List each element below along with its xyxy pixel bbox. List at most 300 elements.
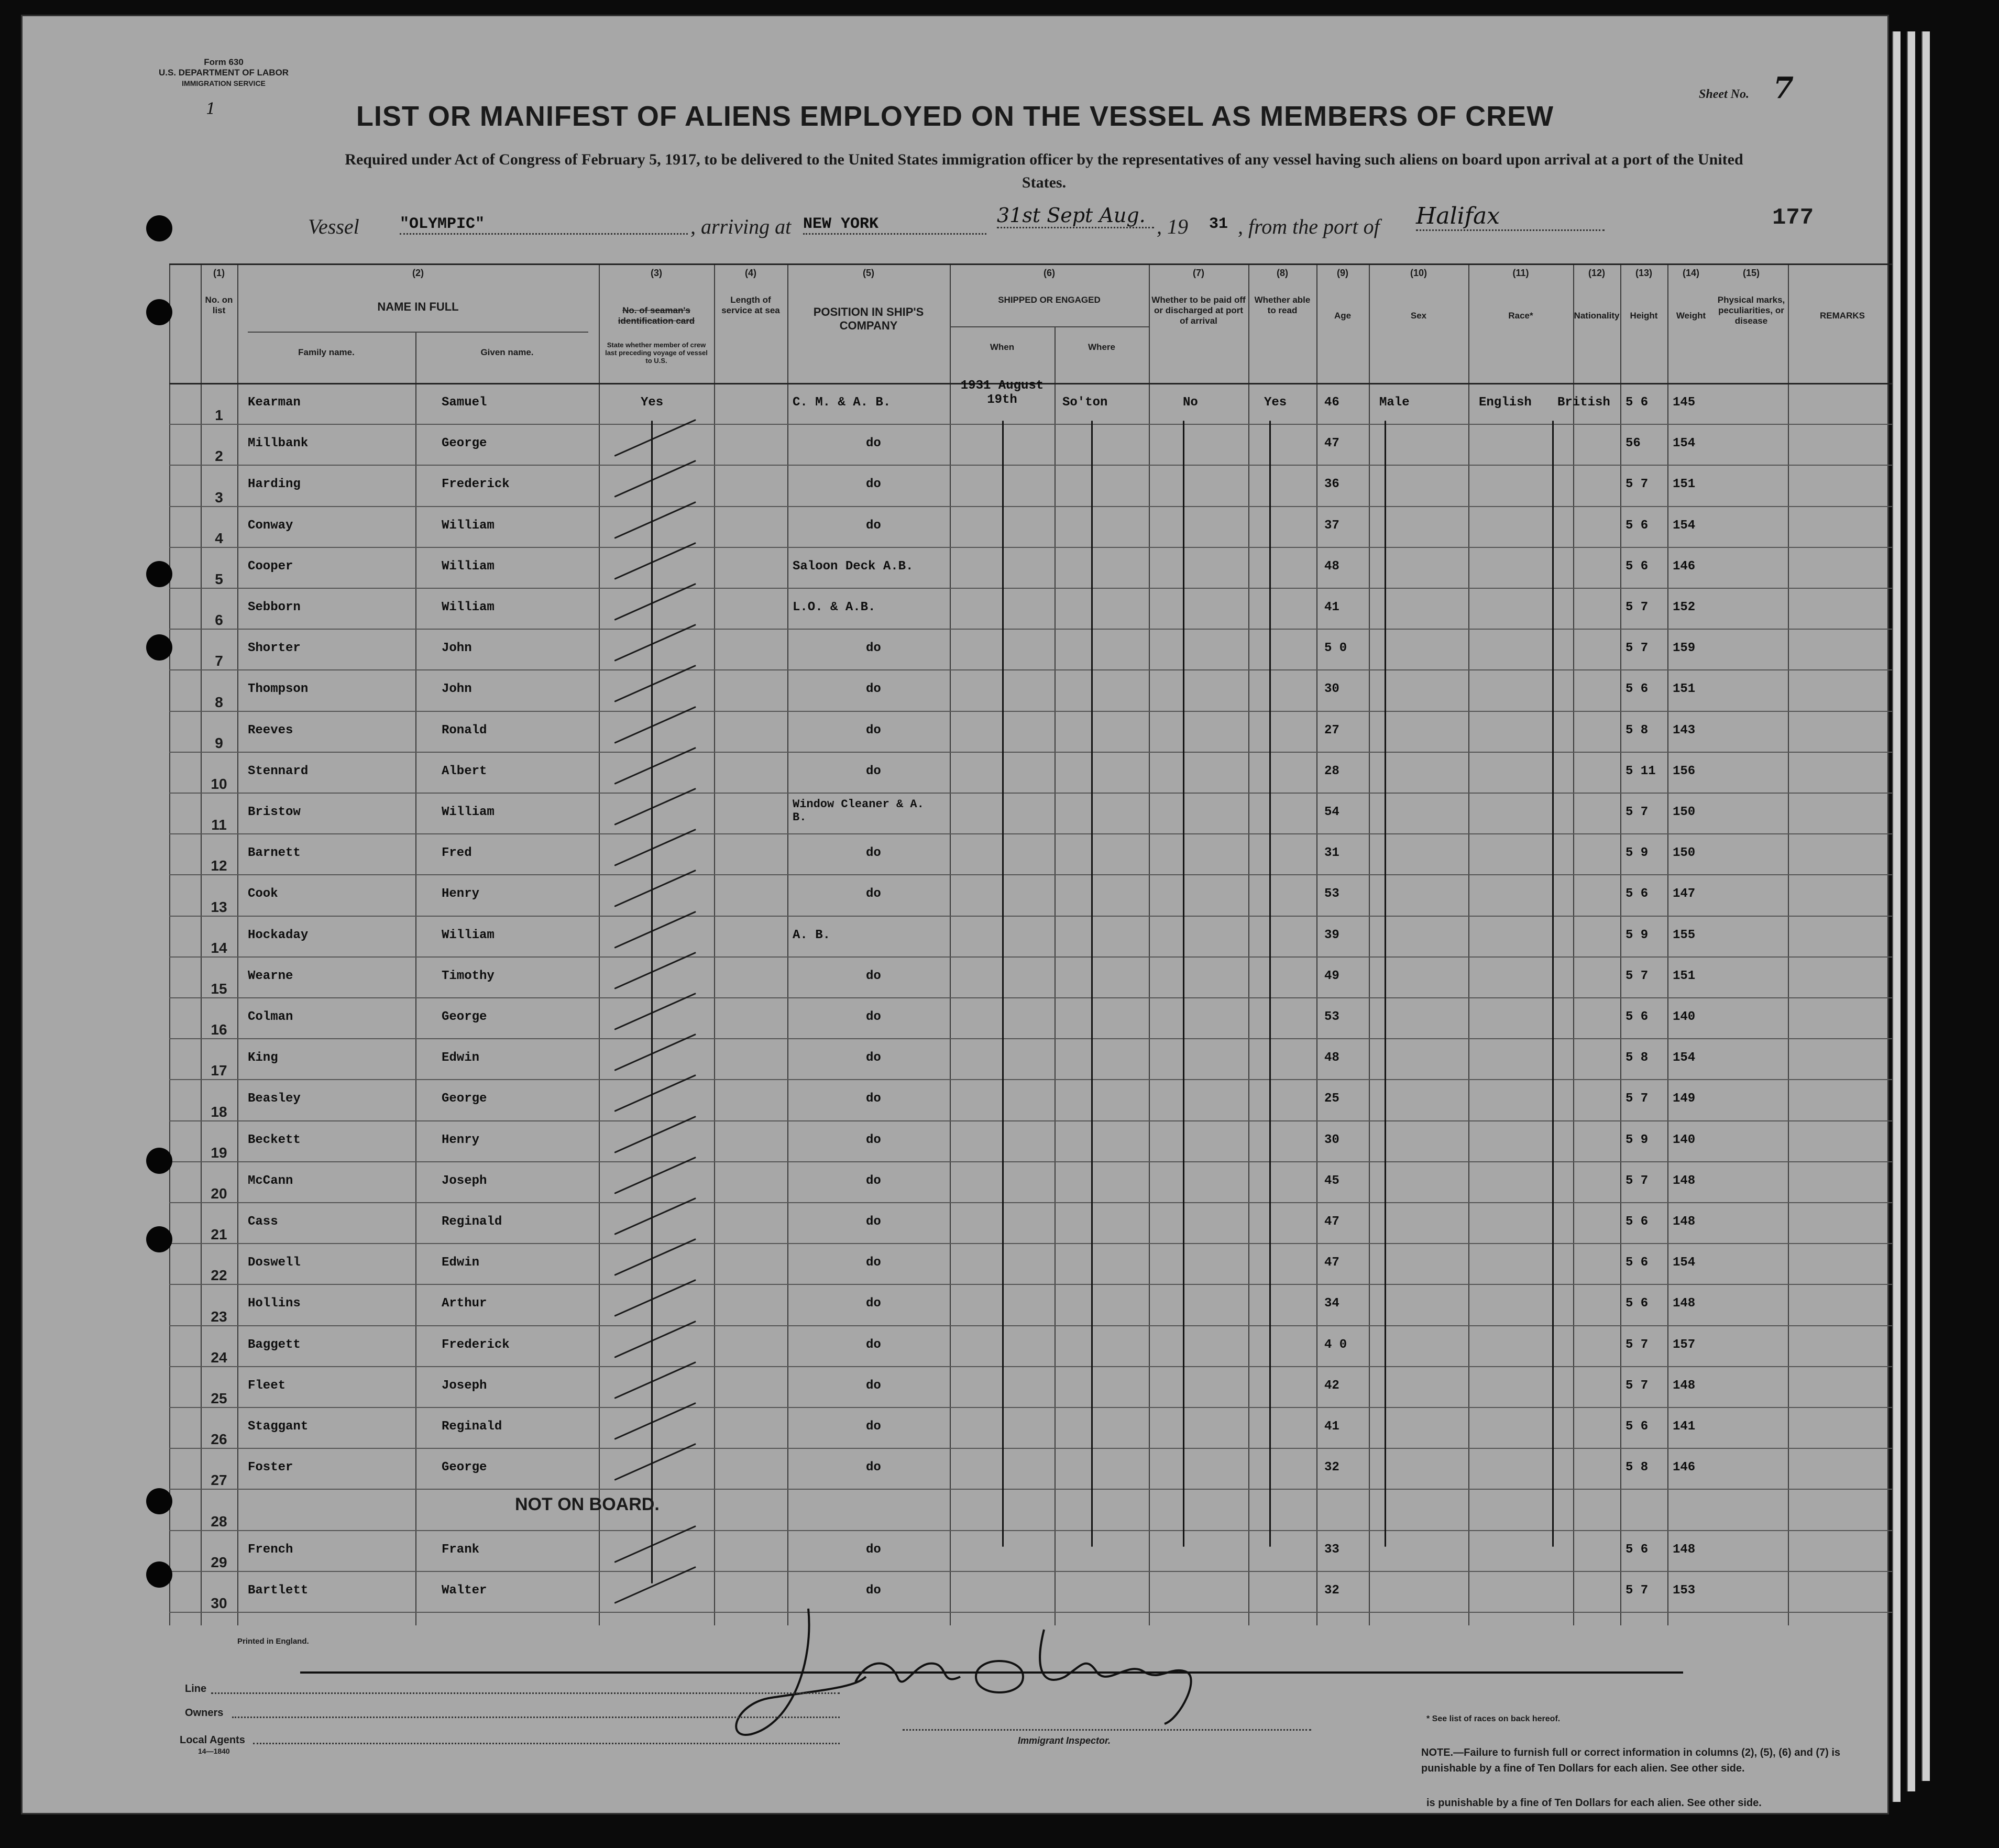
cell-height: 5 6 [1625, 1215, 1649, 1229]
cell-age: 53 [1324, 887, 1339, 901]
cell-weight: 153 [1673, 1583, 1696, 1598]
ditto-line [1385, 421, 1386, 1547]
cell-height: 5 7 [1625, 1173, 1649, 1188]
row-rule [169, 752, 1898, 753]
cell-family-name: Bartlett [248, 1583, 309, 1598]
cell-position: do [866, 436, 881, 451]
inspector-signature [730, 1598, 1254, 1755]
cell-height: 5 6 [1625, 682, 1649, 697]
cell-family-name: Stennard [248, 764, 309, 778]
cell-age: 31 [1324, 846, 1339, 861]
row-number: 26 [211, 1431, 227, 1448]
underlying-page-edge [1921, 31, 1930, 1781]
row-number: 30 [211, 1595, 227, 1611]
cell-family-name: Hockaday [248, 928, 309, 942]
sheet-number-label: Sheet No. [1699, 87, 1749, 101]
punch-hole [146, 634, 172, 661]
cell-given-name: Henry [442, 1132, 480, 1147]
corner-mark: 1 [206, 100, 216, 118]
row-number: 22 [211, 1267, 227, 1284]
cell-family-name: Cass [248, 1215, 278, 1229]
row-rule [169, 1571, 1898, 1572]
cell-weight: 154 [1673, 436, 1696, 451]
underlying-page-edge [1907, 31, 1915, 1791]
cell-age: 41 [1324, 600, 1339, 614]
cell-age: 33 [1324, 1542, 1339, 1557]
cell-given-name: William [442, 518, 495, 533]
rule [1316, 263, 1317, 1625]
cell-age: 27 [1324, 723, 1339, 738]
row-number: 6 [215, 612, 223, 629]
cell-height: 5 7 [1625, 1337, 1649, 1352]
cell-family-name: Foster [248, 1460, 293, 1475]
punch-hole [146, 561, 172, 587]
owners-field[interactable] [232, 1717, 840, 1718]
local-agents-field[interactable] [253, 1743, 840, 1744]
row-rule [169, 1038, 1898, 1039]
cell-age: 5 0 [1324, 641, 1347, 656]
row-number: 16 [211, 1021, 227, 1038]
cell-age: 32 [1324, 1583, 1339, 1598]
row-number: 9 [215, 734, 223, 751]
row-number: 12 [211, 857, 227, 874]
row-number: 28 [211, 1513, 227, 1530]
cell-given-name: Samuel [442, 395, 487, 410]
not-on-board-stamp: NOT ON BOARD. [515, 1494, 660, 1514]
cell-family-name: Fleet [248, 1378, 286, 1393]
cell-shipped-when: 1931 August 19th [960, 379, 1044, 407]
row-number: 13 [211, 898, 227, 915]
cell-given-name: Edwin [442, 1051, 480, 1065]
cell-family-name: Sebborn [248, 600, 301, 614]
rule [1149, 263, 1150, 1625]
inspector-label: Immigrant Inspector. [1018, 1735, 1111, 1746]
row-rule [169, 506, 1898, 507]
arrival-date: 31st Sept Aug. [997, 204, 1154, 228]
cell-age: 47 [1324, 1215, 1339, 1229]
see-list-note: * See list of races on back hereof. [1426, 1714, 1561, 1723]
row-number: 7 [215, 653, 223, 669]
row-number: 5 [215, 571, 223, 587]
col-num-7: (7) [1193, 268, 1204, 278]
cell-height: 5 6 [1625, 1296, 1649, 1311]
row-rule [169, 833, 1898, 834]
cell-given-name: Albert [442, 764, 487, 778]
cell-weight: 147 [1673, 887, 1696, 901]
cell-height: 5 7 [1625, 1583, 1649, 1598]
cell-weight: 156 [1673, 764, 1696, 778]
row-number: 1 [215, 407, 223, 424]
cell-family-name: Baggett [248, 1337, 301, 1352]
row-number: 2 [215, 448, 223, 465]
ditto-line [651, 421, 653, 1583]
cell-height: 5 6 [1625, 887, 1649, 901]
cell-position: do [866, 682, 881, 697]
punch-hole [146, 1488, 172, 1514]
col-race: Race* [1508, 311, 1533, 321]
cell-given-name: Fred [442, 846, 472, 861]
cell-given-name: Frederick [442, 477, 510, 492]
crew-table [169, 263, 1898, 1625]
cell-height: 5 7 [1625, 1378, 1649, 1393]
manifest-sheet [21, 15, 1889, 1814]
row-number: 3 [215, 489, 223, 505]
cell-family-name: Beasley [248, 1092, 301, 1106]
row-rule [169, 1284, 1898, 1285]
cell-position: do [866, 846, 881, 861]
col-age: Age [1334, 311, 1352, 321]
cell-given-name: George [442, 436, 487, 451]
cell-height: 5 7 [1625, 600, 1649, 614]
row-number: 25 [211, 1390, 227, 1406]
row-rule [169, 711, 1898, 712]
cell-weight: 151 [1673, 477, 1696, 492]
row-number: 17 [211, 1062, 227, 1079]
cell-age: 25 [1324, 1092, 1339, 1106]
manifest-subtitle: Required under Act of Congress of February 5, 1917, to be delivered to the United States immigration officer by the representatives of any vessel having such aliens on board upon arrival at a port of the United States. [345, 151, 1743, 191]
cell-given-name: George [442, 1010, 487, 1024]
rule [1788, 263, 1789, 1625]
row-number: 4 [215, 530, 223, 546]
punch-hole [146, 1148, 172, 1174]
cell-card-status: Yes [641, 395, 664, 410]
cell-height: 5 8 [1625, 1460, 1649, 1475]
row-rule [169, 424, 1898, 425]
cell-given-name: Henry [442, 887, 480, 901]
cell-weight: 145 [1673, 395, 1696, 410]
cell-family-name: Hollins [248, 1296, 301, 1311]
cell-given-name: Frank [442, 1542, 480, 1557]
ditto-line [1002, 421, 1004, 1547]
rule [1468, 263, 1469, 1625]
cell-position: do [866, 1378, 881, 1393]
cell-age: 46 [1324, 395, 1339, 410]
cell-height: 5 8 [1625, 723, 1649, 738]
cell-position: do [866, 477, 881, 492]
row-rule [169, 1448, 1898, 1449]
cell-height: 5 9 [1625, 1132, 1649, 1147]
cell-age: 41 [1324, 1420, 1339, 1434]
rule [248, 332, 588, 333]
cell-weight: 151 [1673, 969, 1696, 983]
cell-weight: 159 [1673, 641, 1696, 656]
underlying-page-edge [1892, 31, 1901, 1802]
row-number: 23 [211, 1308, 227, 1325]
col-nationality: Nationality [1574, 311, 1620, 321]
col-weight: Weight [1676, 311, 1706, 321]
col-num-3: (3) [651, 268, 662, 278]
cell-given-name: Reginald [442, 1420, 502, 1434]
cell-position: do [866, 1051, 881, 1065]
cell-given-name: George [442, 1460, 487, 1475]
line-field[interactable] [211, 1692, 840, 1694]
cell-family-name: Staggant [248, 1420, 309, 1434]
cell-age: 37 [1324, 518, 1339, 533]
cell-position: do [866, 969, 881, 983]
cell-age: 39 [1324, 928, 1339, 942]
col-shipped: SHIPPED OR ENGAGED [998, 295, 1101, 305]
from-port: Halifax [1416, 203, 1605, 231]
cell-position: do [866, 641, 881, 656]
cell-position: do [866, 1010, 881, 1024]
vessel-label: Vessel [308, 215, 359, 238]
cell-age: 42 [1324, 1378, 1339, 1393]
arrival-port: NEW YORK [803, 215, 986, 235]
cell-height: 5 6 [1625, 1010, 1649, 1024]
cell-given-name: Arthur [442, 1296, 487, 1311]
cell-position: A. B. [793, 928, 831, 942]
col-family-name: Family name. [298, 347, 355, 357]
col-card-sub: State whether member of crew last preceding voyage of vessel to U.S. [605, 341, 708, 365]
cell-position: do [866, 723, 881, 738]
row-number: 29 [211, 1554, 227, 1570]
rule [1055, 326, 1056, 1625]
rule [415, 332, 416, 1625]
cell-height: 5 6 [1625, 518, 1649, 533]
cell-family-name: King [248, 1051, 278, 1065]
cell-given-name: George [442, 1092, 487, 1106]
cell-age: 4 0 [1324, 1337, 1347, 1352]
col-num-15: (15) [1742, 268, 1760, 278]
col-no-on-list: No. on list [205, 295, 233, 315]
cell-family-name: Kearman [248, 395, 301, 410]
col-paid-off: Whether to be paid off or discharged at port of arrival [1151, 295, 1246, 326]
owners-label: Owners [185, 1707, 224, 1719]
punch-hole [146, 1561, 172, 1588]
row-number: 27 [211, 1472, 227, 1489]
cell-height: 5 6 [1625, 1420, 1649, 1434]
cell-given-name: William [442, 559, 495, 574]
col-num-8: (8) [1277, 268, 1288, 278]
cell-height: 5 9 [1625, 928, 1649, 942]
rule [1667, 263, 1668, 1625]
rule [1369, 263, 1370, 1625]
cell-position: do [866, 518, 881, 533]
cell-shipped-where: So'ton [1062, 395, 1108, 410]
from-port-label: , from the port of [1238, 215, 1380, 238]
year-prefix: , 19 [1157, 215, 1188, 238]
cell-age: 49 [1324, 969, 1339, 983]
rule [169, 263, 1898, 265]
rule [1573, 263, 1574, 1625]
department: U.S. DEPARTMENT OF LABOR [159, 68, 289, 78]
punch-hole [146, 299, 172, 325]
cell-family-name: Millbank [248, 436, 309, 451]
col-num-14: (14) [1682, 268, 1699, 278]
col-position: POSITION IN SHIP'S COMPANY [813, 305, 924, 332]
cell-height: 5 6 [1625, 559, 1649, 574]
col-sex: Sex [1410, 311, 1427, 321]
col-name-in-full: NAME IN FULL [377, 300, 459, 313]
cell-position: do [866, 1092, 881, 1106]
cell-weight: 149 [1673, 1092, 1696, 1106]
cell-position: Window Cleaner & A. B. [793, 798, 924, 824]
cell-given-name: Ronald [442, 723, 487, 738]
cell-family-name: McCann [248, 1173, 293, 1188]
form-number: Form 630 [204, 57, 244, 67]
ditto-line [1552, 421, 1554, 1547]
cell-height: 5 8 [1625, 1051, 1649, 1065]
col-num-6: (6) [1044, 268, 1055, 278]
form-code: 14—1840 [198, 1747, 230, 1755]
cell-given-name: Frederick [442, 1337, 510, 1352]
cell-position: do [866, 1173, 881, 1188]
inspector-field[interactable] [903, 1729, 1311, 1731]
cell-family-name: Conway [248, 518, 293, 533]
cell-age: 47 [1324, 436, 1339, 451]
col-where: Where [1088, 342, 1115, 352]
col-given-name: Given name. [480, 347, 534, 357]
col-num-10: (10) [1410, 268, 1427, 278]
row-rule [169, 1407, 1898, 1408]
row-rule [169, 465, 1898, 466]
cell-family-name: Shorter [248, 641, 301, 656]
cell-family-name: Cooper [248, 559, 293, 574]
col-length-service: Length of service at sea [721, 295, 780, 315]
cell-family-name: Thompson [248, 682, 309, 697]
cell-height: 5 7 [1625, 805, 1649, 819]
col-height: Height [1630, 311, 1658, 321]
cell-weight: 146 [1673, 1460, 1696, 1475]
row-rule [169, 1366, 1898, 1367]
col-when: When [990, 342, 1015, 352]
arriving-label: , arriving at [690, 215, 792, 238]
cell-family-name: Doswell [248, 1256, 301, 1270]
vessel-name: "OLYMPIC" [400, 215, 688, 235]
cell-given-name: William [442, 600, 495, 614]
row-number: 18 [211, 1103, 227, 1120]
col-num-2: (2) [412, 268, 424, 278]
cell-family-name: Bristow [248, 805, 301, 819]
rule [950, 326, 1149, 327]
rule [169, 263, 170, 1625]
cell-position: do [866, 1583, 881, 1598]
cell-weight: 152 [1673, 600, 1696, 614]
cell-weight: 151 [1673, 682, 1696, 697]
row-number: 21 [211, 1226, 227, 1243]
col-num-4: (4) [745, 268, 756, 278]
cell-height: 5 7 [1625, 969, 1649, 983]
col-card-no: No. of seaman's identification card [618, 305, 695, 326]
row-number: 19 [211, 1144, 227, 1161]
cell-given-name: John [442, 641, 472, 656]
rule [237, 263, 238, 1625]
sheet-number-value: 7 [1773, 71, 1794, 105]
row-rule [169, 916, 1898, 917]
cell-position: do [866, 1256, 881, 1270]
col-num-1: (1) [213, 268, 225, 278]
rule [1620, 263, 1621, 1625]
cell-position: do [866, 1337, 881, 1352]
cell-height: 5 11 [1625, 764, 1656, 778]
cell-family-name: Harding [248, 477, 301, 492]
printed-in: Printed in England. [237, 1637, 309, 1646]
cell-height: 5 7 [1625, 1092, 1649, 1106]
cell-position: L.O. & A.B. [793, 600, 876, 614]
cell-paid-off: No [1183, 395, 1198, 410]
row-number: 14 [211, 939, 227, 956]
cell-sex: Male [1379, 395, 1410, 410]
cell-given-name: William [442, 805, 495, 819]
cell-weight: 148 [1673, 1296, 1696, 1311]
cell-age: 30 [1324, 1132, 1339, 1147]
cell-age: 48 [1324, 559, 1339, 574]
cell-height: 5 9 [1625, 846, 1649, 861]
cell-given-name: Joseph [442, 1378, 487, 1393]
ditto-line [1183, 421, 1184, 1547]
cell-family-name: French [248, 1542, 293, 1557]
arrival-year: 31 [1209, 215, 1228, 233]
cell-given-name: Joseph [442, 1173, 487, 1188]
cell-weight: 140 [1673, 1132, 1696, 1147]
row-rule [169, 1325, 1898, 1326]
row-number: 24 [211, 1349, 227, 1366]
cell-weight: 143 [1673, 723, 1696, 738]
cell-weight: 157 [1673, 1337, 1696, 1352]
cell-weight: 154 [1673, 1051, 1696, 1065]
ditto-line [1091, 421, 1093, 1547]
cell-age: 48 [1324, 1051, 1339, 1065]
cell-age: 54 [1324, 805, 1339, 819]
row-rule [169, 1161, 1898, 1162]
row-rule [169, 1079, 1898, 1080]
cell-age: 34 [1324, 1296, 1339, 1311]
row-rule [169, 997, 1898, 998]
cell-position: do [866, 1132, 881, 1147]
cell-weight: 146 [1673, 559, 1696, 574]
col-num-11: (11) [1512, 268, 1529, 278]
cell-family-name: Beckett [248, 1132, 301, 1147]
col-physical: Physical marks, peculiarities, or disease [1717, 295, 1785, 326]
cell-weight: 141 [1673, 1420, 1696, 1434]
cell-given-name: William [442, 928, 495, 942]
row-rule [169, 874, 1898, 875]
cell-family-name: Cook [248, 887, 278, 901]
row-rule [169, 669, 1898, 670]
cell-given-name: Reginald [442, 1215, 502, 1229]
cell-weight: 150 [1673, 846, 1696, 861]
cell-age: 30 [1324, 682, 1339, 697]
col-num-5: (5) [863, 268, 874, 278]
cell-given-name: John [442, 682, 472, 697]
rule [714, 263, 715, 1625]
row-rule [169, 547, 1898, 548]
rule [599, 263, 600, 1625]
row-number: 20 [211, 1185, 227, 1202]
row-rule [169, 629, 1898, 630]
cell-family-name: Reeves [248, 723, 293, 738]
punch-hole [146, 1226, 172, 1252]
cell-height: 5 6 [1625, 1256, 1649, 1270]
cell-weight: 154 [1673, 1256, 1696, 1270]
cell-nationality: British [1557, 395, 1610, 410]
cell-height: 5 7 [1625, 641, 1649, 656]
row-rule [169, 1120, 1898, 1121]
cell-age: 36 [1324, 477, 1339, 492]
cell-family-name: Colman [248, 1010, 293, 1024]
cell-position: C. M. & A. B. [793, 395, 891, 410]
cell-given-name: Edwin [442, 1256, 480, 1270]
row-rule [169, 793, 1898, 794]
cell-position: do [866, 1215, 881, 1229]
local-agents-label: Local Agents [180, 1734, 245, 1746]
cell-height: 5 6 [1625, 1542, 1649, 1557]
cell-weight: 148 [1673, 1173, 1696, 1188]
col-num-13: (13) [1635, 268, 1652, 278]
row-rule [169, 1243, 1898, 1244]
cell-position: do [866, 1296, 881, 1311]
row-number: 11 [211, 817, 227, 833]
